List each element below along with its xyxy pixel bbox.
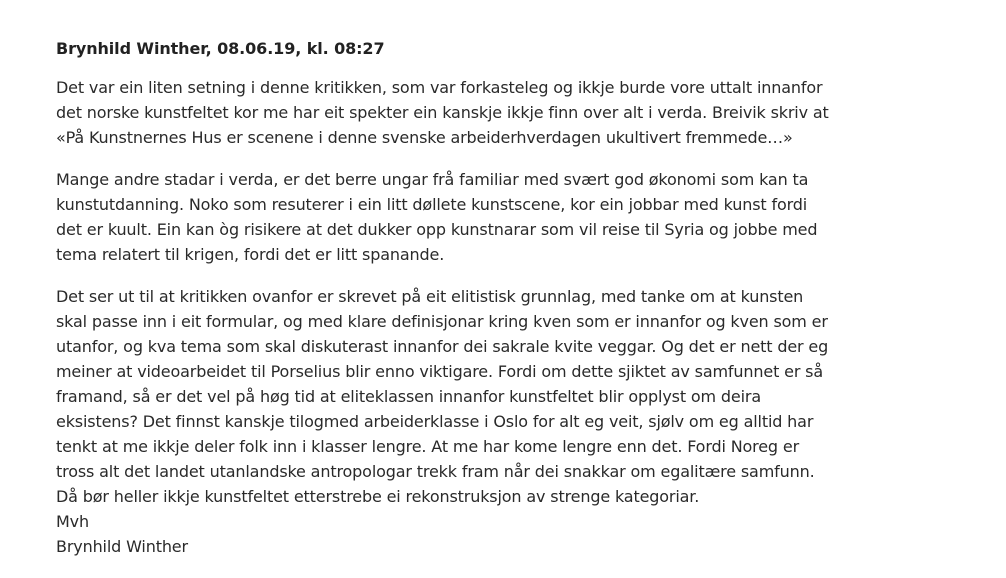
- comment-line: Det var ein liten setning i denne kritikken, som var forkasteleg og ikkje burde vore uttalt innanfor: [56, 78, 823, 97]
- comment-paragraph: [56, 167, 826, 267]
- comment-line: meiner at videoarbeidet til Porselius blir enno viktigare. Fordi om dette sjiktet av samfunnet er så: [56, 362, 824, 381]
- comment-paragraph: [56, 284, 829, 559]
- comment-line: Då bør heller ikkje kunstfeltet etterstrebe ei rekonstruksjon av strenge kategoriar.: [56, 487, 700, 506]
- comment-author-date: Brynhild Winther, 08.06.19, kl. 08:27: [56, 39, 385, 58]
- comment-signature: Brynhild Winther: [56, 537, 188, 556]
- comment-line: framand, så er det vel på høg tid at eliteklassen innanfor kunstfeltet blir opplyst om deira: [56, 387, 761, 406]
- comment-line: kunstutdanning. Noko som resuterer i ein litt døllete kunstscene, kor ein jobbar med kunst fordi: [56, 195, 808, 214]
- comment-line: tross alt det landet utanlandske antropologar trekk fram når dei snakkar om egalitære samfunn.: [56, 462, 815, 481]
- comment-body: [56, 75, 829, 559]
- comment-line: «På Kunstnernes Hus er scenene i denne svenske arbeiderhverdagen ukultivert fremmede…»: [56, 128, 793, 147]
- comment-paragraph: [56, 75, 829, 150]
- comment-line: utanfor, og kva tema som skal diskuterast innanfor dei sakrale kvite veggar. Og det er nett der eg: [56, 337, 829, 356]
- comment-line: eksistens? Det finnst kanskje tilogmed arbeiderklasse i Oslo for alt eg veit, sjølv om eg alltid har: [56, 412, 814, 431]
- comment-line: skal passe inn i eit formular, og med klare definisjonar kring kven som er innanfor og kven som er: [56, 312, 828, 331]
- comment-line: det norske kunstfeltet kor me har eit spekter ein kanskje ikkje finn over alt i verda. Breivik skriv at: [56, 103, 829, 122]
- comment-line: tema relatert til krigen, fordi det er litt spanande.: [56, 245, 445, 264]
- comment-line: Det ser ut til at kritikken ovanfor er skrevet på eit elitistisk grunnlag, med tanke om at kunsten: [56, 287, 804, 306]
- comment: [56, 38, 829, 559]
- comment-line: Mange andre stadar i verda, er det berre ungar frå familiar med svært god økonomi som kan ta: [56, 170, 809, 189]
- comment-line: tenkt at me ikkje deler folk inn i klasser lengre. At me har kome lengre enn det. Fordi Noreg er: [56, 437, 799, 456]
- comment-line: det er kuult. Ein kan òg risikere at det dukker opp kunstnarar som vil reise til Syria og jobbe med: [56, 220, 818, 239]
- comment-signoff: Mvh: [56, 512, 89, 531]
